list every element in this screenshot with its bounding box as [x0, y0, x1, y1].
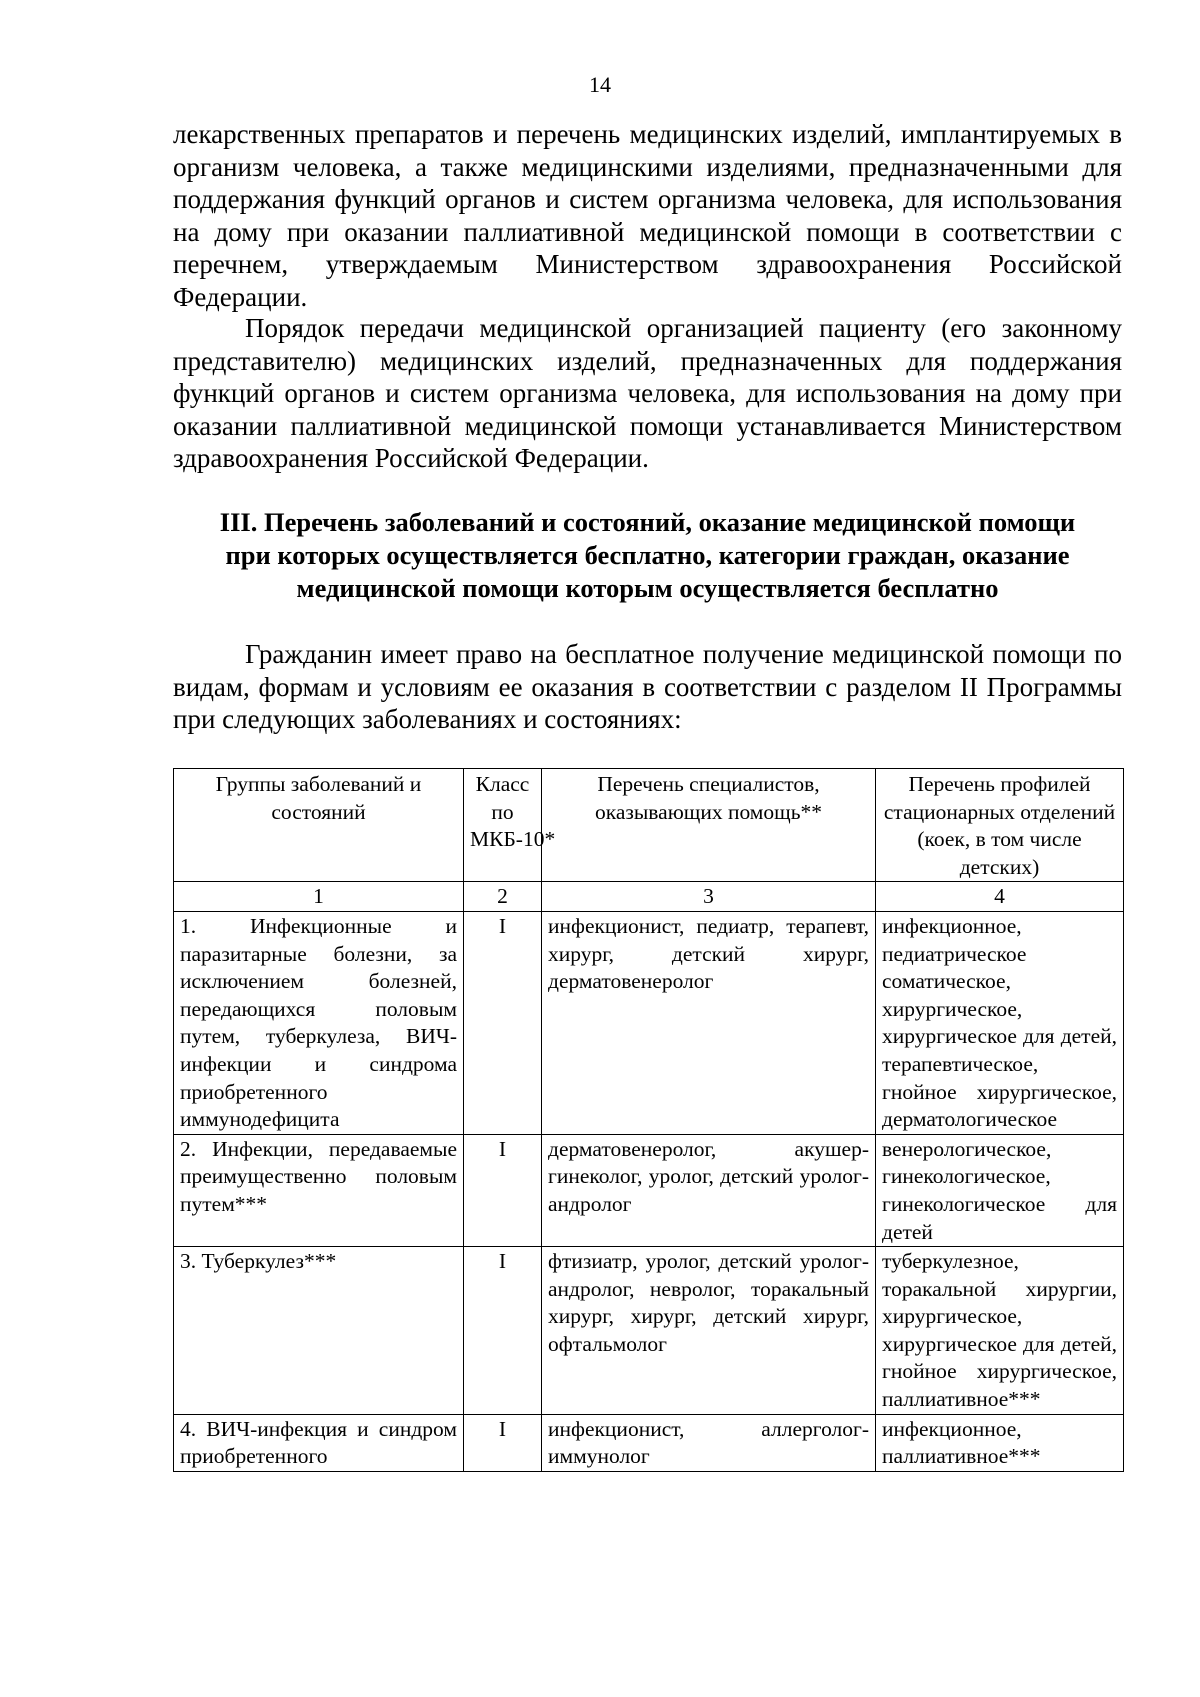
specialists-cell: дерматовенеролог, акушер-гинеколог, уролог, детский уролог-андролог	[542, 1134, 876, 1246]
section-heading-line-1: III. Перечень заболеваний и состояний, оказание медицинской помощи	[219, 507, 1076, 537]
column-number: 2	[464, 882, 542, 912]
disease-group-cell: 1. Инфекционные и паразитарные болезни, за исключением болезней, передающихся половым путем, туберкулеза, ВИЧ-инфекции и синдрома приобретенного иммунодефицита	[174, 911, 464, 1134]
paragraph-2: Порядок передачи медицинской организацией пациенту (его законному представителю) медицинских изделий, предназначенных для поддержания функций органов и систем организма человека, для использования на дому при оказании паллиативной медицинской помощи устанавливается Министерством здравоохранения Российской Федерации.	[173, 313, 1122, 474]
header-disease-groups: Группы заболеваний и состояний	[174, 769, 464, 882]
section-heading-line-2: при которых осуществляется бесплатно, категории граждан, оказание	[225, 540, 1070, 570]
disease-group-cell: 3. Туберкулез***	[174, 1247, 464, 1415]
table-row	[174, 1414, 1124, 1471]
column-number: 4	[876, 882, 1124, 912]
diseases-table	[173, 768, 1124, 1472]
paragraph-3: Гражданин имеет право на бесплатное получение медицинской помощи по видам, формам и условиям ее оказания в соответствии с разделом II Программы при следующих заболеваниях и состояниях:	[173, 639, 1122, 735]
header-bed-profiles: Перечень профилей стационарных отделений (коек, в том числе детских)	[876, 769, 1124, 882]
column-number: 3	[542, 882, 876, 912]
specialists-cell: инфекционист, аллерголог-иммунолог	[542, 1414, 876, 1471]
section-heading-line-3: медицинской помощи которым осуществляется бесплатно	[296, 573, 999, 603]
bed-profiles-cell: инфекционное, педиатрическое соматическое, хирургическое, хирургическое для детей, терапевтическое, гнойное хирургическое, дерматологическое	[876, 911, 1124, 1134]
table-row	[174, 911, 1124, 1134]
column-number: 1	[174, 882, 464, 912]
header-specialists: Перечень специалистов, оказывающих помощь**	[542, 769, 876, 882]
icd-class-cell: I	[464, 1414, 542, 1471]
page-number: 14	[589, 72, 611, 97]
header-icd-class: Класс по МКБ-10*	[464, 769, 542, 882]
table-row	[174, 1134, 1124, 1246]
bed-profiles-cell: туберкулезное, торакальной хирургии, хирургическое, хирургическое для детей, гнойное хирургическое, паллиативное***	[876, 1247, 1124, 1415]
disease-group-cell: 4. ВИЧ-инфекция и синдром приобретенного	[174, 1414, 464, 1471]
bed-profiles-cell: венерологическое, гинекологическое, гинекологическое для детей	[876, 1134, 1124, 1246]
paragraph-1: лекарственных препаратов и перечень медицинских изделий, имплантируемых в организм человека, а также медицинскими изделиями, предназначенными для поддержания функций органов и систем организма человека, для использования на дому при оказании паллиативной медицинской помощи в соответствии с перечнем, утверждаемым Министерством здравоохранения Российской Федерации.	[173, 119, 1122, 312]
icd-class-cell: I	[464, 911, 542, 1134]
table-column-number-row	[174, 882, 1124, 912]
icd-class-cell: I	[464, 1247, 542, 1415]
specialists-cell: фтизиатр, уролог, детский уролог-андролог, невролог, торакальный хирург, хирург, детский хирург, офтальмолог	[542, 1247, 876, 1415]
disease-group-cell: 2. Инфекции, передаваемые преимущественно половым путем***	[174, 1134, 464, 1246]
table-header-row	[174, 769, 1124, 882]
table-row	[174, 1247, 1124, 1415]
icd-class-cell: I	[464, 1134, 542, 1246]
specialists-cell: инфекционист, педиатр, терапевт, хирург, детский хирург, дерматовенеролог	[542, 911, 876, 1134]
section-heading	[173, 506, 1122, 605]
bed-profiles-cell: инфекционное, паллиативное***	[876, 1414, 1124, 1471]
